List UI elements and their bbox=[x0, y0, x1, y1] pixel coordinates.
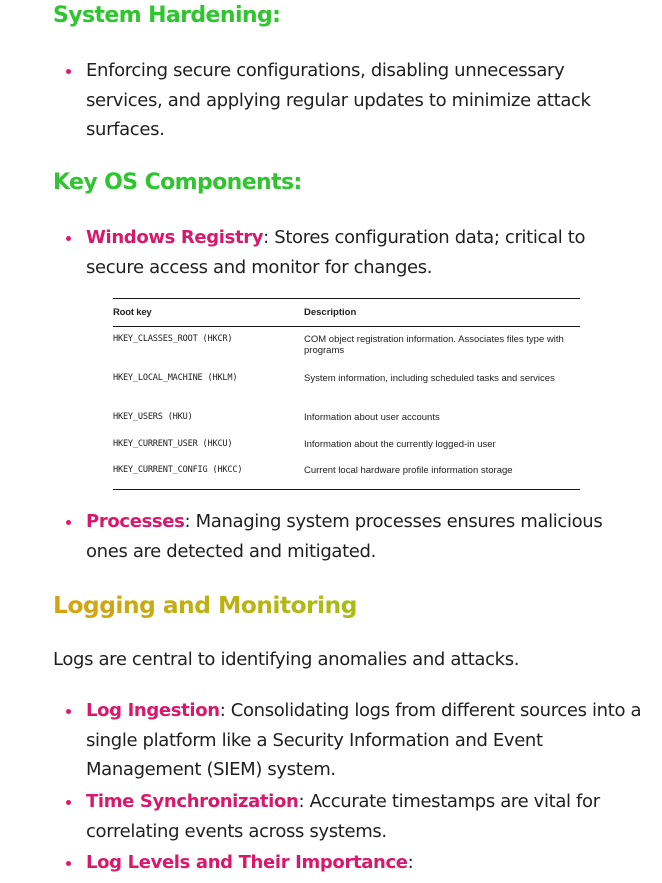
item-term: Log Ingestion bbox=[86, 700, 220, 721]
bullet-icon bbox=[66, 520, 71, 525]
list-item-log-ingestion bbox=[86, 696, 646, 785]
section-heading-logging-monitoring: Logging and Monitoring bbox=[53, 591, 357, 619]
bullet-icon bbox=[66, 861, 71, 866]
table-cell-desc: Information about the currently logged-in user bbox=[304, 439, 496, 450]
table-cell-desc: Information about user accounts bbox=[304, 412, 440, 423]
table-cell-desc: System information, including scheduled tasks and services bbox=[304, 373, 555, 384]
item-term: Log Levels and Their Importance bbox=[86, 852, 408, 873]
item-text: : Managing system processes ensures malicious ones are detected and mitigated. bbox=[86, 511, 603, 562]
list-item-time-synchronization bbox=[86, 787, 626, 846]
header-root-key: Root key bbox=[113, 307, 152, 318]
bullet-icon bbox=[66, 800, 71, 805]
table-cell-desc: COM object registration information. Associates files type with programs bbox=[304, 334, 564, 356]
section-heading-key-os-components: Key OS Components: bbox=[53, 170, 302, 195]
table-cell-key: HKEY_USERS (HKU) bbox=[113, 412, 193, 422]
header-description: Description bbox=[304, 307, 357, 318]
bullet-icon bbox=[66, 709, 71, 714]
list-item-windows-registry bbox=[86, 223, 616, 282]
table-header-row bbox=[113, 299, 580, 327]
item-term: Windows Registry bbox=[86, 227, 264, 248]
section-intro: Logs are central to identifying anomalies and attacks. bbox=[53, 649, 520, 670]
table-cell-desc: Current local hardware profile information storage bbox=[304, 465, 513, 476]
bullet-icon bbox=[66, 236, 71, 241]
item-term: Time Synchronization bbox=[86, 791, 299, 812]
table-cell-key: HKEY_CURRENT_USER (HKCU) bbox=[113, 439, 233, 449]
item-text: Enforcing secure configurations, disabling unnecessary services, and applying regular updates to minimize attack surfaces. bbox=[86, 60, 591, 140]
item-text: : Accurate timestamps are vital for correlating events across systems. bbox=[86, 791, 600, 842]
bullet-icon bbox=[66, 69, 71, 74]
section-heading-system-hardening: System Hardening: bbox=[53, 3, 281, 28]
list-item-hardening bbox=[86, 56, 626, 145]
item-text: : bbox=[407, 852, 414, 873]
registry-root-keys-table bbox=[113, 298, 580, 490]
table-cell-key: HKEY_CURRENT_CONFIG (HKCC) bbox=[113, 465, 243, 475]
list-item-processes bbox=[86, 507, 626, 566]
item-text: : Consolidating logs from different sources into a single platform like a Security Information and Event Management (SIEM) system. bbox=[86, 700, 642, 780]
table-cell-key: HKEY_LOCAL_MACHINE (HKLM) bbox=[113, 373, 238, 383]
item-term: Processes bbox=[86, 511, 185, 532]
table-cell-key: HKEY_CLASSES_ROOT (HKCR) bbox=[113, 334, 233, 344]
list-item-log-levels bbox=[86, 848, 626, 878]
item-text: : Stores configuration data; critical to secure access and monitor for changes. bbox=[86, 227, 586, 278]
